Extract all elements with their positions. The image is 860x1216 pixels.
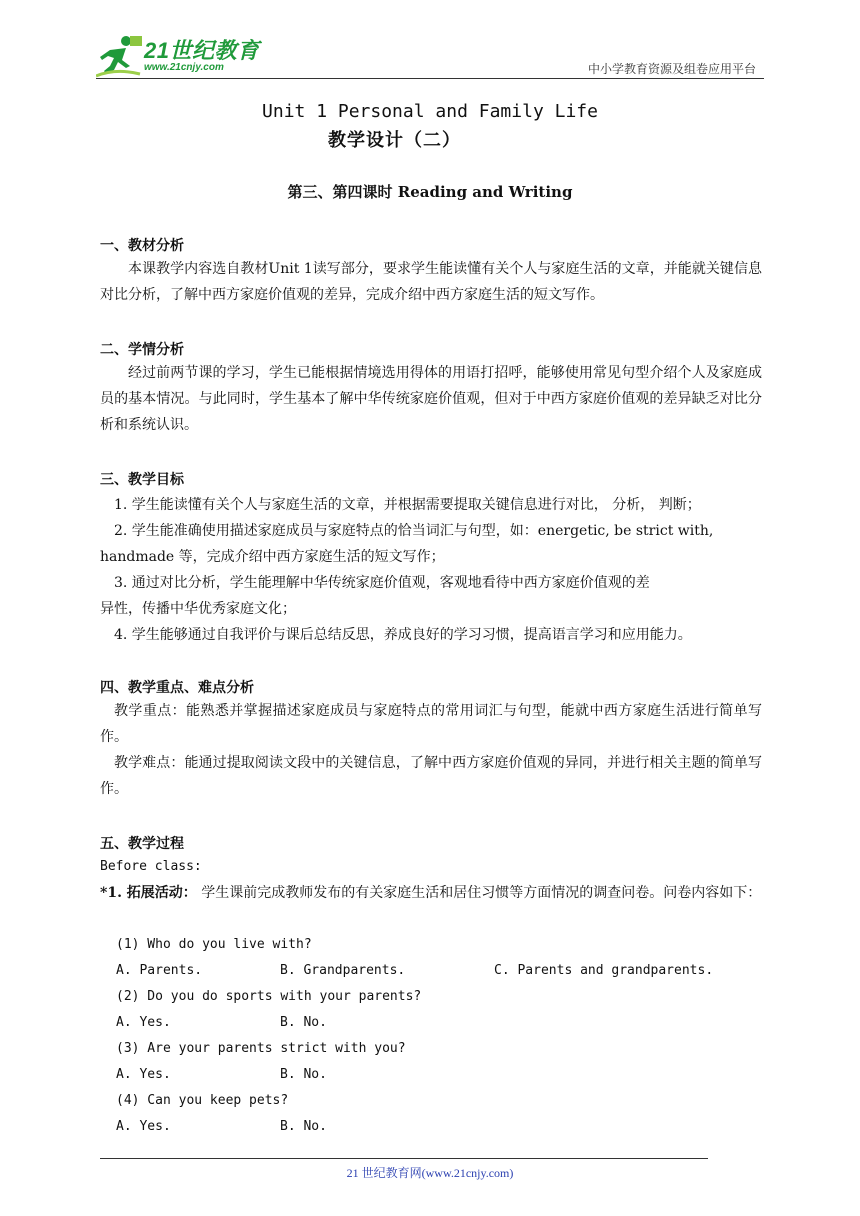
option: C. Parents and grandparents. — [494, 963, 714, 978]
option: A. Yes. — [116, 1119, 171, 1134]
header-divider — [96, 78, 764, 79]
lesson-title: 第三、第四课时 Reading and Writing — [287, 183, 573, 201]
activity-text: 学生课前完成教师发布的有关家庭生活和居住习惯等方面情况的调查问卷。问卷内容如下： — [201, 885, 762, 901]
option: B. No. — [280, 1119, 327, 1134]
logo-url: www.21cnjy.com — [144, 62, 224, 73]
option: A. Parents. — [116, 963, 203, 978]
section-heading-students: 二、学情分析 — [100, 342, 184, 358]
logo-text: 21世纪教育 — [144, 38, 260, 63]
objective-item-cont: 异性，传播中华优秀家庭文化； — [100, 601, 296, 617]
question: (1) Who do you live with? — [116, 937, 312, 952]
running-man-icon — [96, 34, 142, 78]
question: (4) Can you keep pets? — [116, 1093, 289, 1108]
option: B. No. — [280, 1067, 327, 1082]
platform-name: 中小学教育资源及组卷应用平台 — [587, 62, 756, 76]
section-para-students: 经过前两节课的学习，学生已能根据情境选用得体的用语打招呼，能够使用常见句型介绍个人及家庭成员的基本情况。与此同时，学生基本了解中华传统家庭价值观，但对于中西方家庭价值观的差异缺乏对比分析和系统认识。 — [100, 365, 762, 433]
teaching-focus: 教学重点：能熟悉并掌握描述家庭成员与家庭特点的常用词汇与句型，能就中西方家庭生活进行简单写作。 — [100, 703, 762, 745]
unit-title: Unit 1 Personal and Family Life — [262, 101, 598, 122]
objective-item: 1. 学生能读懂有关个人与家庭生活的文章，并根据需要提取关键信息进行对比， 分析， 判断； — [114, 497, 701, 513]
question: (2) Do you do sports with your parents? — [116, 989, 422, 1004]
before-class-label: Before class: — [100, 859, 202, 874]
option: B. Grandparents. — [280, 963, 406, 978]
activity-label: *1. 拓展活动： — [100, 885, 197, 901]
objective-item: 4. 学生能够通过自我评价与课后总结反思，养成良好的学习习惯，提高语言学习和应用能力。 — [114, 627, 692, 643]
objective-item-cont: handmade 等，完成介绍中西方家庭生活的短文写作； — [100, 549, 445, 565]
question: (3) Are your parents strict with you? — [116, 1041, 406, 1056]
footer-link[interactable]: 21 世纪教育网(www.21cnjy.com) — [346, 1166, 514, 1180]
objective-item: 3. 通过对比分析，学生能理解中华传统家庭价值观，客观地看待中西方家庭价值观的差 — [114, 575, 650, 591]
design-title: 教学设计（二） — [328, 130, 461, 151]
option: B. No. — [280, 1015, 327, 1030]
objective-item: 2. 学生能准确使用描述家庭成员与家庭特点的恰当词汇与句型，如：energetic, be strict with, — [114, 523, 714, 539]
activity-paragraph — [100, 880, 762, 906]
section-heading-materials: 一、教材分析 — [100, 238, 184, 254]
footer-divider — [100, 1158, 708, 1159]
site-logo — [96, 34, 266, 80]
section-heading-focus: 四、教学重点、难点分析 — [100, 680, 254, 696]
section-para-materials: 本课教学内容选自教材Unit 1读写部分，要求学生能读懂有关个人与家庭生活的文章，并能就关键信息对比分析，了解中西方家庭价值观的差异，完成介绍中西方家庭生活的短文写作。 — [100, 261, 762, 303]
option: A. Yes. — [116, 1067, 171, 1082]
teaching-difficulty: 教学难点：能通过提取阅读文段中的关键信息，了解中西方家庭价值观的异同，并进行相关主题的简单写作。 — [100, 755, 762, 797]
option: A. Yes. — [116, 1015, 171, 1030]
section-heading-objectives: 三、教学目标 — [100, 472, 184, 488]
section-heading-process: 五、教学过程 — [100, 836, 184, 852]
